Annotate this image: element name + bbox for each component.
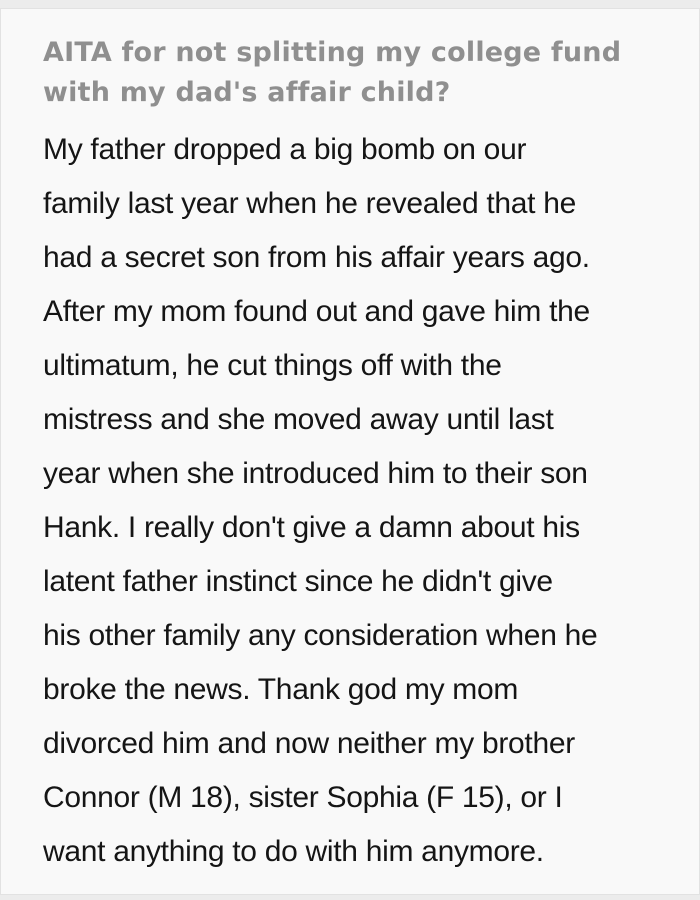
text-line: My father dropped a big bomb on our: [43, 133, 527, 166]
text-line: his other family any consideration when he: [43, 619, 598, 652]
post-body: [43, 123, 671, 879]
post-card: [0, 8, 700, 895]
text-line: had a secret son from his affair years ago.: [43, 241, 590, 274]
text-line: family last year when he revealed that he: [43, 187, 577, 220]
text-line: mistress and she moved away until last: [43, 403, 554, 436]
text-line: latent father instinct since he didn't give: [43, 565, 553, 598]
text-line: After my mom found out and gave him the: [43, 295, 590, 328]
text-line: Hank. I really don't give a damn about his: [43, 511, 580, 544]
text-line: want anything to do with him anymore.: [43, 835, 544, 868]
text-line: with my dad's affair child?: [43, 77, 451, 108]
text-line: broke the news. Thank god my mom: [43, 673, 519, 706]
text-line: divorced him and now neither my brother: [43, 727, 575, 760]
text-line: ultimatum, he cut things off with the: [43, 349, 502, 382]
text-line: AITA for not splitting my college fund: [43, 37, 622, 68]
text-line: Connor (M 18), sister Sophia (F 15), or I: [43, 781, 563, 814]
text-line: year when she introduced him to their son: [43, 457, 588, 490]
post-title: [43, 33, 671, 113]
